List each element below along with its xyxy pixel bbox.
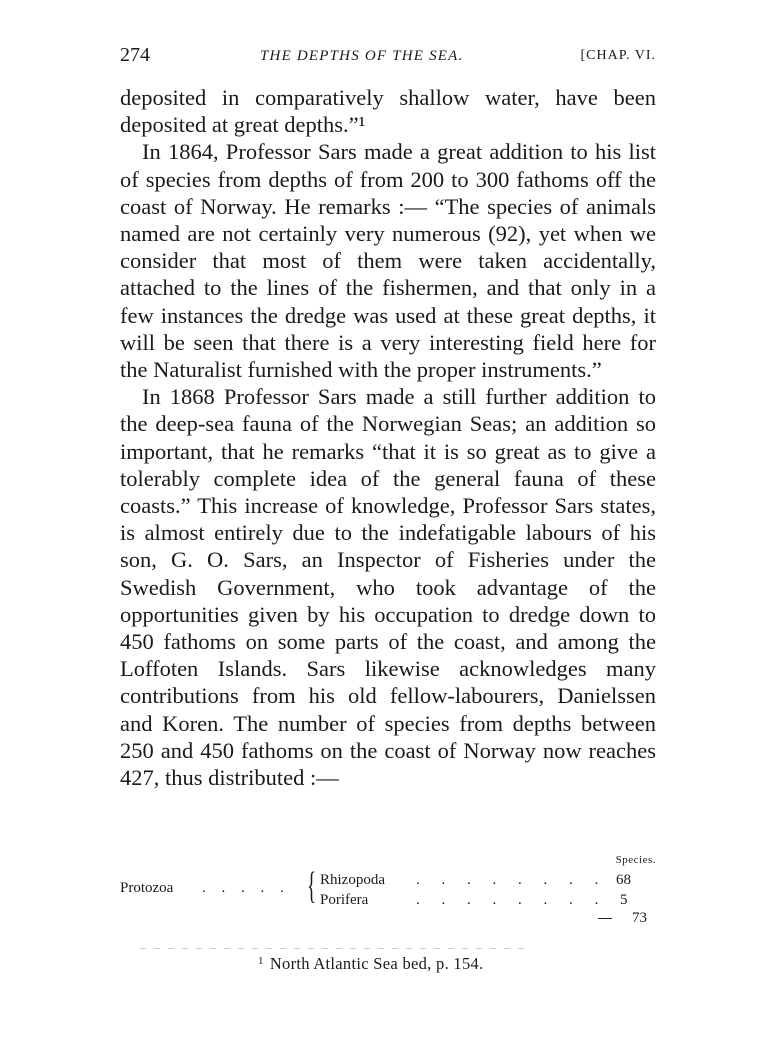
row-leader-dots: . . . . . . . . (416, 872, 608, 888)
paragraph-1864: In 1864, Professor Sars made a great addition to his list of species from depths of from 200 to 300 fathoms off the coast of Norway. He remarks :— “The species of animals named are not certainly very numerous (92), yet when we consider that most of them were taken accidentally, attached to the lines of the fishermen, and that only in a few instances the dredge was used at these great depths, it will be seen that there is a very interesting field here for the Naturalist furnished with the proper instruments.” (120, 139, 656, 383)
chapter-label: [CHAP. VI. (580, 48, 656, 63)
paragraph-1868: In 1868 Professor Sars made a still further addition to the deep-sea fauna of the Norwegian Seas; an addition so important, that he remarks “that it is so great as to give a tolerably complete idea of the general fauna of these coasts.” This increase of knowledge, Professor Sars states, is almost entirely due to the indefatigable labours of his son, G. O. Sars, an Inspector of Fisheries under the Swedish Government, who took advantage of the opportunities given by his occupation to dredge down to 450 fathoms on some parts of the coast, and among the Loffoten Islands. Sars likewise acknowledges many contributions from his old fellow-labourers, Danielssen and Koren. The number of species from depths between 250 and 450 fathoms on the coast of Norway now reaches 427, thus distributed :— (120, 384, 656, 791)
total-value: 73 (632, 910, 647, 926)
row-name-porifera: Porifera (320, 892, 369, 908)
paragraph-continued: deposited in comparatively shallow water, have been deposited at great depths.”¹ (120, 85, 656, 138)
species-table (120, 854, 656, 934)
species-column-header: Species. (615, 854, 656, 866)
group-label: Protozoa (120, 880, 174, 896)
body-text (120, 84, 656, 791)
row-leader-dots: . . . . . . . . (416, 892, 608, 908)
row-name-rhizopoda: Rhizopoda (320, 872, 385, 888)
row-value-rhizopoda: 68 (616, 872, 631, 888)
footnote (258, 954, 484, 974)
brace-icon: { (307, 865, 317, 907)
row-value-porifera: 5 (620, 892, 628, 908)
page-header (120, 44, 656, 74)
total-dash (598, 918, 612, 919)
group-leader-dots: . . . . . (202, 880, 290, 896)
footnote-rule (140, 948, 530, 949)
footnote-marker: 1 (258, 955, 264, 967)
page-number: 274 (120, 44, 150, 66)
running-title: THE DEPTHS OF THE SEA. (260, 48, 464, 64)
footnote-text: North Atlantic Sea bed, p. 154. (269, 954, 484, 973)
